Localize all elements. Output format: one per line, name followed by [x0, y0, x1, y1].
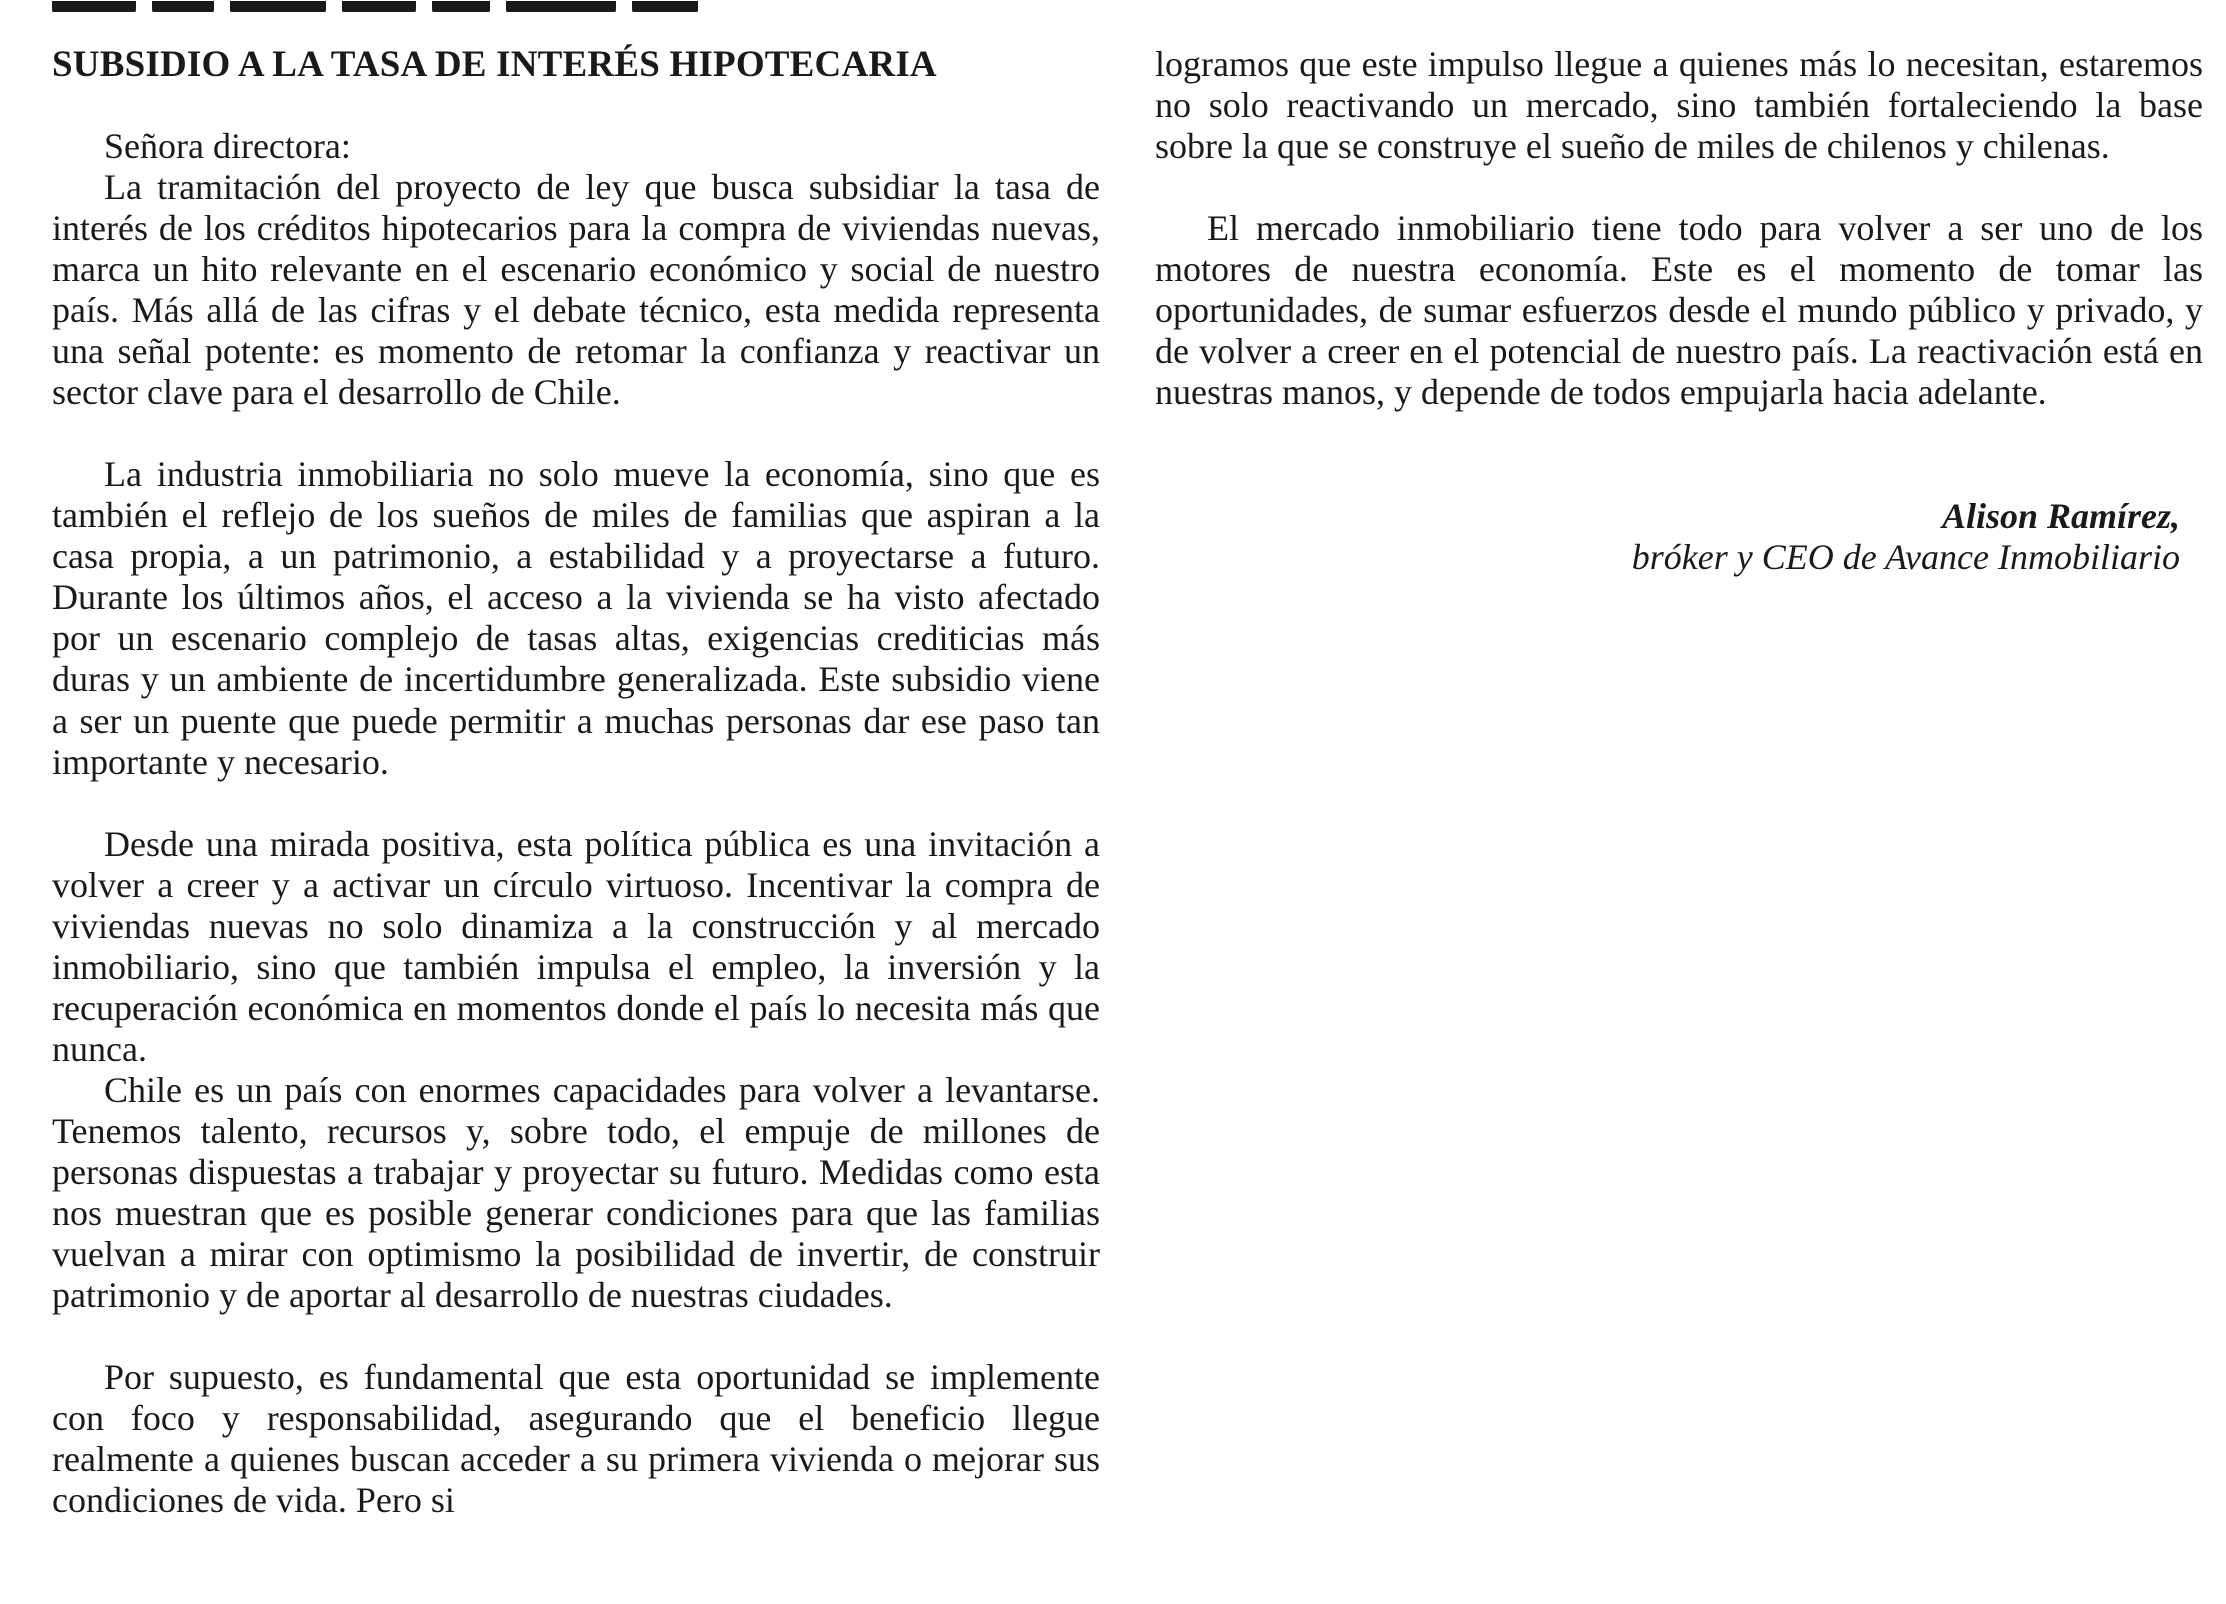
- paragraph-1: La tramitación del proyecto de ley que busca subsidiar la tasa de interés de los créditos hipotecarios para la compra de viviendas nuevas, marca un hito relevante en el escenario económico y social de nuestro país. Más allá de las cifras y el debate técnico, esta medida representa una señal potente: es momento de retomar la confianza y reactivar un sector clave para el desarrollo de Chile.: [52, 167, 1100, 413]
- signature-name: Alison Ramírez,: [1941, 496, 2180, 536]
- previous-section-header-fragment: [52, 0, 792, 12]
- letter-headline: SUBSIDIO A LA TASA DE INTERÉS HIPOTECARIA: [52, 44, 937, 85]
- paragraph-5-continued: logramos que este impulso llegue a quienes más lo necesitan, estaremos no solo reactivando un mercado, sino también fortaleciendo la base sobre la que se construye el sueño de miles de chilenos y chilenas.: [1155, 44, 2203, 167]
- salutation: Señora directora:: [104, 126, 351, 166]
- paragraph-6: El mercado inmobiliario tiene todo para volver a ser uno de los motores de nuestra economía. Este es el momento de tomar las oportunidades, de sumar esfuerzos desde el mundo público y privado, y de volver a creer en el potencial de nuestro país. La reactivación está en nuestras manos, y depende de todos empujarla hacia adelante.: [1155, 208, 2203, 413]
- paragraph-5: Por supuesto, es fundamental que esta oportunidad se implemente con foco y responsabilidad, asegurando que el beneficio llegue realmente a quienes buscan acceder a su primera vivienda o mejorar sus condiciones de vida. Pero si: [52, 1357, 1100, 1521]
- signature-title: bróker y CEO de Avance Inmobiliario: [1631, 537, 2180, 577]
- paragraph-4: Chile es un país con enormes capacidades para volver a levantarse. Tenemos talento, recursos y, sobre todo, el empuje de millones de personas dispuestas a trabajar y proyectar su futuro. Medidas como esta nos muestran que es posible generar condiciones para que las familias vuelvan a mirar con optimismo la posibilidad de invertir, de construir patrimonio y de aportar al desarrollo de nuestras ciudades.: [52, 1070, 1100, 1316]
- paragraph-2: La industria inmobiliaria no solo mueve la economía, sino que es también el reflejo de los sueños de miles de familias que aspiran a la casa propia, a un patrimonio, a estabilidad y a proyectarse a futuro. Durante los últimos años, el acceso a la vivienda se ha visto afectado por un escenario complejo de tasas altas, exigencias crediticias más duras y un ambiente de incertidumbre generalizada. Este subsidio viene a ser un puente que puede permitir a muchas personas dar ese paso tan importante y necesario.: [52, 454, 1100, 782]
- paragraph-3: Desde una mirada positiva, esta política pública es una invitación a volver a creer y a activar un círculo virtuoso. Incentivar la compra de viviendas nuevas no solo dinamiza a la construcción y al mercado inmobiliario, sino que también impulsa el empleo, la inversión y la recuperación económica en momentos donde el país lo necesita más que nunca.: [52, 824, 1100, 1070]
